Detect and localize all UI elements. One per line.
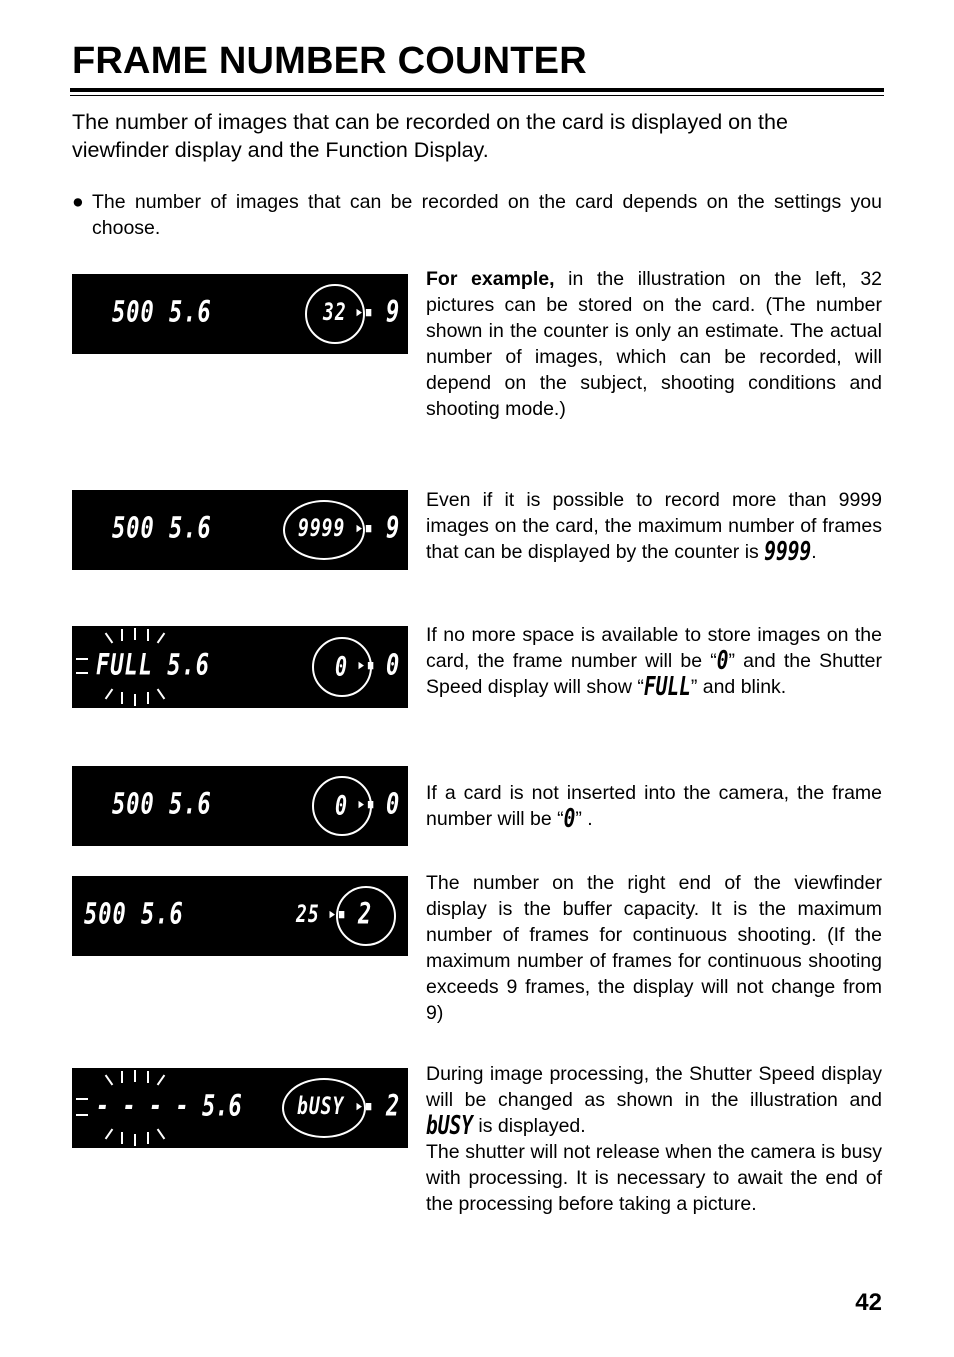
title-rule-thin (70, 95, 884, 96)
lcd-buffer: 9 (386, 295, 401, 330)
blink-ray (121, 692, 123, 704)
section-1-text (426, 266, 882, 422)
section-3-body: If no more space is available to store images on the card, the frame number will be “ (426, 624, 882, 672)
card-icon: ▸▪ (355, 517, 374, 539)
card-icon: ▸▪ (357, 793, 376, 815)
section-5-text: The number on the right end of the viewfinder display is the buffer capacity. It is the maximum number of frames for continuous shooting. (If the maximum number of frames for continuous shooting exceeds 9 frames, the display will not change from 9) (426, 872, 882, 1024)
card-icon: ▸▪ (357, 654, 376, 676)
lcd-shutter-aperture: 500 5.6 (112, 511, 212, 546)
lcd-shutter-aperture: 500 5.6 (112, 295, 212, 330)
lcd-buffer: 0 (386, 648, 401, 683)
lcd-frame-counter: 9999 (298, 514, 346, 543)
lcd-buffer: 9 (386, 511, 401, 546)
section-4-tail: ” . (575, 808, 593, 830)
lcd-frame-counter: 32 (323, 298, 347, 327)
lcd-frame-counter: bUSY (297, 1092, 345, 1121)
section-6-middle: is displayed. (472, 1115, 586, 1137)
blink-ray (147, 1071, 149, 1083)
lcd-frame-counter: 0 (335, 649, 349, 683)
lcd-shutter-aperture: FULL 5.6 (96, 648, 210, 683)
card-icon: ▸▪ (355, 1095, 374, 1117)
lcd-frame-counter: 0 (335, 788, 349, 822)
section-3-tail: ” and blink. (690, 676, 787, 698)
blink-ray (105, 689, 114, 700)
section-1-lead: For example, (426, 268, 555, 290)
section-4-body: If a card is not inserted into the camera, the frame number will be “ (426, 782, 882, 830)
blink-ray (76, 672, 88, 674)
blink-ray (76, 658, 88, 660)
section-2-text (426, 487, 882, 565)
blink-ray (76, 1098, 88, 1100)
segment-full: FULL (643, 671, 691, 702)
blink-ray (121, 1132, 123, 1144)
blink-ray (105, 1129, 114, 1140)
segment-zero: 0 (563, 803, 576, 834)
viewfinder-panel-4 (72, 766, 408, 846)
page-number: 42 (855, 1289, 882, 1316)
blink-ray (147, 1132, 149, 1144)
section-6-body: During image processing, the Shutter Speed display will be changed as shown in the illustration and (426, 1063, 882, 1111)
bullet-dot-icon: ● (72, 191, 84, 213)
card-icon: ▸▪ (355, 301, 374, 323)
page-title: FRAME NUMBER COUNTER (72, 40, 587, 82)
section-6-text (426, 1061, 882, 1217)
lcd-shutter-aperture: - - - - 5.6 (96, 1089, 242, 1124)
viewfinder-panel-3 (72, 626, 408, 708)
card-icon: ▸▪ (328, 903, 347, 925)
lcd-shutter-aperture: 500 5.6 (112, 787, 212, 822)
section-2-tail: . (811, 541, 817, 563)
section-6-tail: The shutter will not release when the camera is busy with processing. It is necessary to await the end of the processing before taking a picture. (426, 1141, 882, 1215)
lcd-shutter-aperture: 500 5.6 (84, 897, 184, 932)
blink-ray (134, 1134, 136, 1146)
section-3-text (426, 622, 882, 700)
blink-ray (121, 629, 123, 641)
lcd-buffer: 0 (386, 787, 401, 822)
viewfinder-panel-6 (72, 1068, 408, 1148)
blink-ray (134, 628, 136, 640)
blink-ray (157, 1129, 166, 1140)
blink-ray (157, 633, 166, 644)
blink-ray (157, 1075, 166, 1086)
segment-9999: 9999 (764, 536, 812, 567)
blink-ray (105, 633, 114, 644)
viewfinder-panel-2 (72, 490, 408, 570)
blink-ray (76, 1114, 88, 1116)
section-4-text (426, 780, 882, 832)
viewfinder-panel-1 (72, 274, 408, 354)
blink-ray (121, 1071, 123, 1083)
segment-zero: 0 (716, 645, 729, 676)
blink-ray (105, 1075, 114, 1086)
segment-busy: bUSY (426, 1110, 473, 1141)
blink-ray (147, 629, 149, 641)
bullet-text: The number of images that can be recorded on the card depends on the settings you choose. (92, 191, 882, 239)
blink-ray (157, 689, 166, 700)
section-2-body: Even if it is possible to record more than 9999 images on the card, the maximum number of frames that can be displayed by the counter is (426, 489, 882, 563)
lcd-buffer: 2 (358, 897, 373, 932)
section-1-body: in the illustration on the left, 32 pictures can be stored on the card. (The number shown in the counter is only an estimate. The actual number of images, which can be recorded, will depend on the subject, shooting conditions and shooting mode.) (426, 268, 883, 420)
lcd-frame-counter: 25 (296, 900, 320, 929)
blink-ray (147, 692, 149, 704)
intro-paragraph: The number of images that can be recorded on the card is displayed on the viewfinder display and the Function Display. (72, 110, 788, 162)
blink-ray (134, 694, 136, 706)
title-rule-thick (70, 88, 884, 92)
lcd-buffer: 2 (386, 1089, 401, 1124)
bullet-paragraph (72, 189, 882, 241)
viewfinder-panel-5 (72, 876, 408, 956)
section-3-middle: ” and the Shutter Speed display will show “ (426, 650, 882, 698)
blink-ray (134, 1070, 136, 1082)
